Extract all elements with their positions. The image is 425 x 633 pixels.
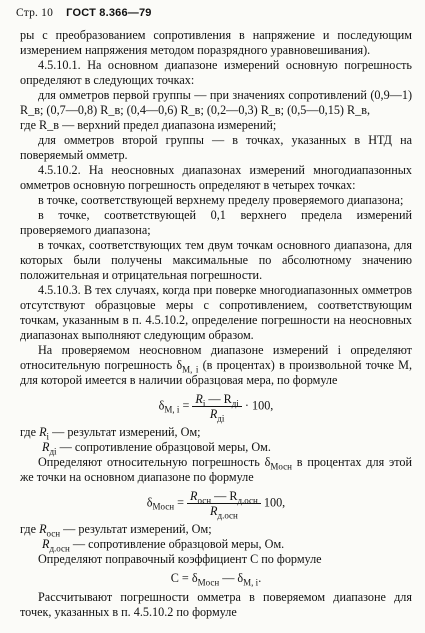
paragraph-group-two: для омметров второй группы — в точках, указанных в НТД на поверяемый омметр. bbox=[20, 133, 412, 162]
formula-delta-mi: $\delta_{M, i}$ = $\frac{R_i — R_{дi}}{R_{дi}}$ · 100, bbox=[158, 392, 274, 424]
page-number: Стр. 10 bbox=[16, 7, 54, 19]
legend-rosn: где $R_{осн}$ — результат измерений, Ом; bbox=[20, 522, 212, 539]
paragraph-continuation: ры с преобразованием сопротивления в напряжение и последующим измерением напряжения методом поразрядного уравновешивания). bbox=[20, 28, 412, 57]
paragraph-group-one: для омметров первой группы — при значениях сопротивлений (0,9—1) R_в; (0,7—0,8) R_в; (0,4—0,6) R_в; (0,2—0,3) R_в; (0,5—0,15) R_в, bbox=[20, 88, 412, 117]
paragraph-rv-definition: где R_в — верхний предел диапазона измерений; bbox=[20, 118, 277, 132]
legend-rdi: $R_{дi}$ — сопротивление образцовой меры, Ом. bbox=[42, 440, 271, 457]
paragraph-point-main: в точках, соответствующих тем двум точкам основного диапазона, для которых были получены максимальные по абсолютному значению положительная и отрицательная погрешности. bbox=[20, 238, 412, 282]
legend-ri: где $R_i$ — результат измерений, Ом; bbox=[20, 425, 201, 442]
document-body bbox=[20, 28, 412, 620]
paragraph-point-upper: в точке, соответствующей верхнему пределу проверяемого диапазона; bbox=[38, 193, 404, 207]
legend-rdosn: $R_{д.осн}$ — сопротивление образцовой меры, Ом. bbox=[42, 537, 285, 554]
paragraph-point-tenth: в точке, соответствующей 0,1 верхнего предела измерений проверяемого диапазона; bbox=[20, 208, 412, 237]
page-header bbox=[16, 6, 152, 21]
paragraph-final: Рассчитывают погрешности омметра в поверяемом диапазоне для точек, указанных в п. 4.5.10.2 по формуле bbox=[20, 590, 412, 619]
standard-number: ГОСТ 8.366—79 bbox=[66, 7, 152, 19]
fraction-2: $\frac{R_{осн} — R_{д.осн}}{R_{д.осн}}$ bbox=[187, 489, 261, 518]
paragraph-relative-error: На проверяемом неосновном диапазоне измерений i определяют относительную погрешность $\delta_{M, i}$ (в процентах) в произвольной точке M, для которой имеется в наличии образцовая мера, по формуле bbox=[20, 343, 412, 387]
paragraph-correction: Определяют поправочный коэффициент C по формуле bbox=[38, 552, 322, 566]
formula-correction: $C = \delta_{Mосн}$ — $\delta_{M, i}$. bbox=[170, 571, 262, 588]
formula-delta-main: $\delta_{Mосн}$ = $\frac{R_{осн} — R_{д.осн}}{R_{д.осн}}$ 100, bbox=[146, 489, 286, 521]
paragraph-delta-main: Определяют относительную погрешность $\delta_{Mосн}$ в процентах для этой же точки на основном диапазоне по формуле bbox=[20, 455, 413, 484]
paragraph-4-5-10-2: 4.5.10.2. На неосновных диапазонах измерений многодиапазонных омметров основную погрешность определяют в четырех точках: bbox=[20, 163, 412, 192]
fraction-1: $\frac{R_i — R_{дi}}{R_{дi}}$ bbox=[192, 392, 241, 421]
paragraph-4-5-10-1: 4.5.10.1. На основном диапазоне измерений основную погрешность определяют в следующих точках: bbox=[20, 58, 412, 87]
paragraph-4-5-10-3: 4.5.10.3. В тех случаях, когда при поверке многодиапазонных омметров отсутствуют образцовые меры с сопротивлением, соответствующим точкам, указанным в п. 4.5.10.2, определение погрешности на неосновных диапазонах выполняют следующим образом. bbox=[20, 283, 412, 342]
